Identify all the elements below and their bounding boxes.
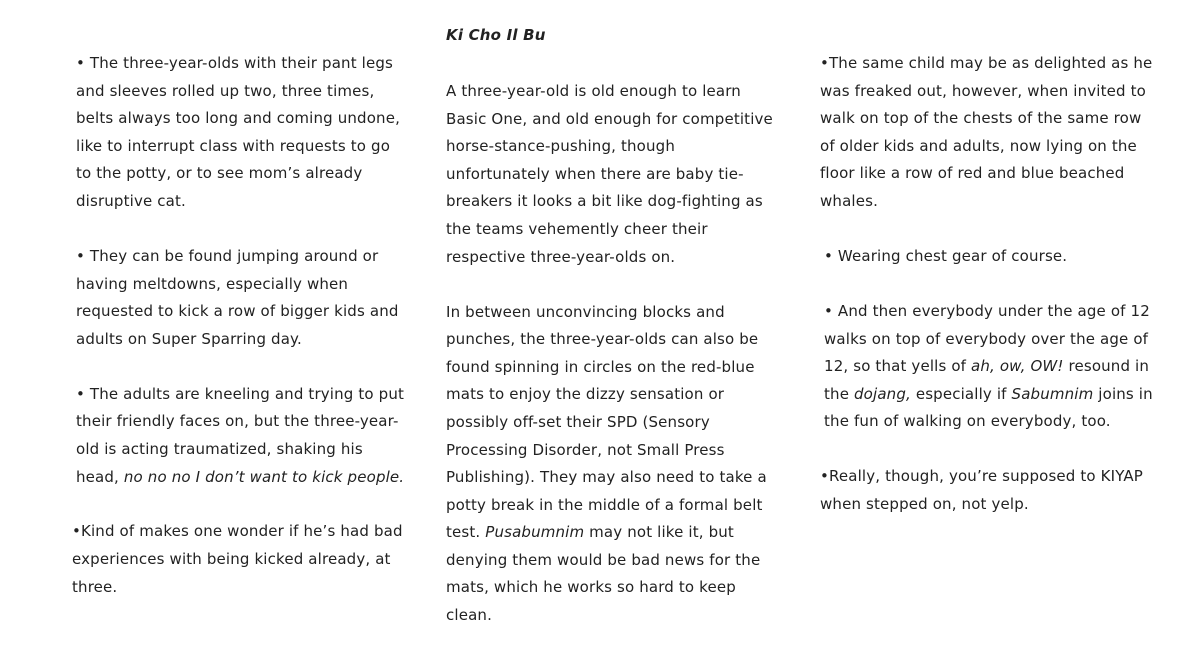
italic-text: ah, ow, OW! — [971, 357, 1064, 376]
paragraph — [820, 243, 1160, 271]
column-right — [820, 50, 1160, 518]
paragraph — [820, 298, 1160, 436]
text-run: •Really, though, you’re supposed to KIYAP when stepped on, not yelp. — [820, 467, 1143, 513]
text-run: In between unconvincing blocks and punches, the three-year-olds can also be found spinning in circles on the red-blue mats to enjoy the dizzy sensation or possibly off-set their SPD (Sensory Processing Disorder, not Small Press Publishing). They may also need to take a potty break in the middle of a formal belt test. — [446, 302, 767, 542]
text-run: • The adults are kneeling and trying to put their friendly faces on, but the three-year-old is acting traumatized, shaking his head, — [76, 384, 405, 486]
italic-text: no no no I don’t want to kick people. — [123, 467, 405, 486]
paragraph — [446, 299, 782, 630]
text-run: •Kind of makes one wonder if he’s had bad experiences with being kicked already, at three. — [72, 522, 403, 596]
text-run: A three-year-old is old enough to learn Basic One, and old enough for competitive horse-stance-pushing, though unfortunately when there are baby tie-breakers it looks a bit like dog-fighting as the teams vehemently cheer their respective three-year-olds on. — [446, 82, 773, 266]
paragraph — [72, 243, 408, 353]
paragraph — [820, 50, 1160, 216]
text-run: may not like it, but denying them would be bad news for the mats, which he works so hard to keep clean. — [446, 523, 761, 625]
paragraph — [820, 463, 1160, 518]
paragraph — [72, 381, 408, 491]
text-run: • The three-year-olds with their pant legs and sleeves rolled up two, three times, belts always too long and coming undone, like to interrupt class with requests to go to the potty, or to see mom’s already disruptive cat. — [76, 54, 401, 210]
column-middle — [446, 78, 782, 630]
text-run: joins in the fun of walking on everybody, too. — [824, 384, 1153, 431]
column-left — [72, 50, 408, 601]
page-title: Ki Cho Il Bu — [446, 26, 546, 44]
paragraph — [446, 78, 782, 271]
text-run: • They can be found jumping around or having meltdowns, especially when requested to kick a row of bigger kids and adults on Super Sparring day. — [76, 246, 399, 348]
text-run: especially if — [910, 384, 1012, 403]
italic-text: Sabumnim — [1011, 384, 1094, 403]
text-run: • And then everybody under the age of 12 walks on top of everybody over the age of 12, so that yells of — [824, 301, 1150, 376]
italic-text: Pusabumnim — [485, 523, 585, 542]
text-run: • Wearing chest gear of course. — [824, 246, 1068, 265]
text-run: •The same child may be as delighted as he was freaked out, however, when invited to walk on top of the chests of the same row of older kids and adults, now lying on the floor like a row of red and blue beached whales. — [820, 54, 1153, 210]
paragraph — [72, 518, 408, 601]
text-run: resound in the — [824, 357, 1150, 403]
italic-text: dojang, — [854, 384, 911, 403]
paragraph — [72, 50, 408, 216]
